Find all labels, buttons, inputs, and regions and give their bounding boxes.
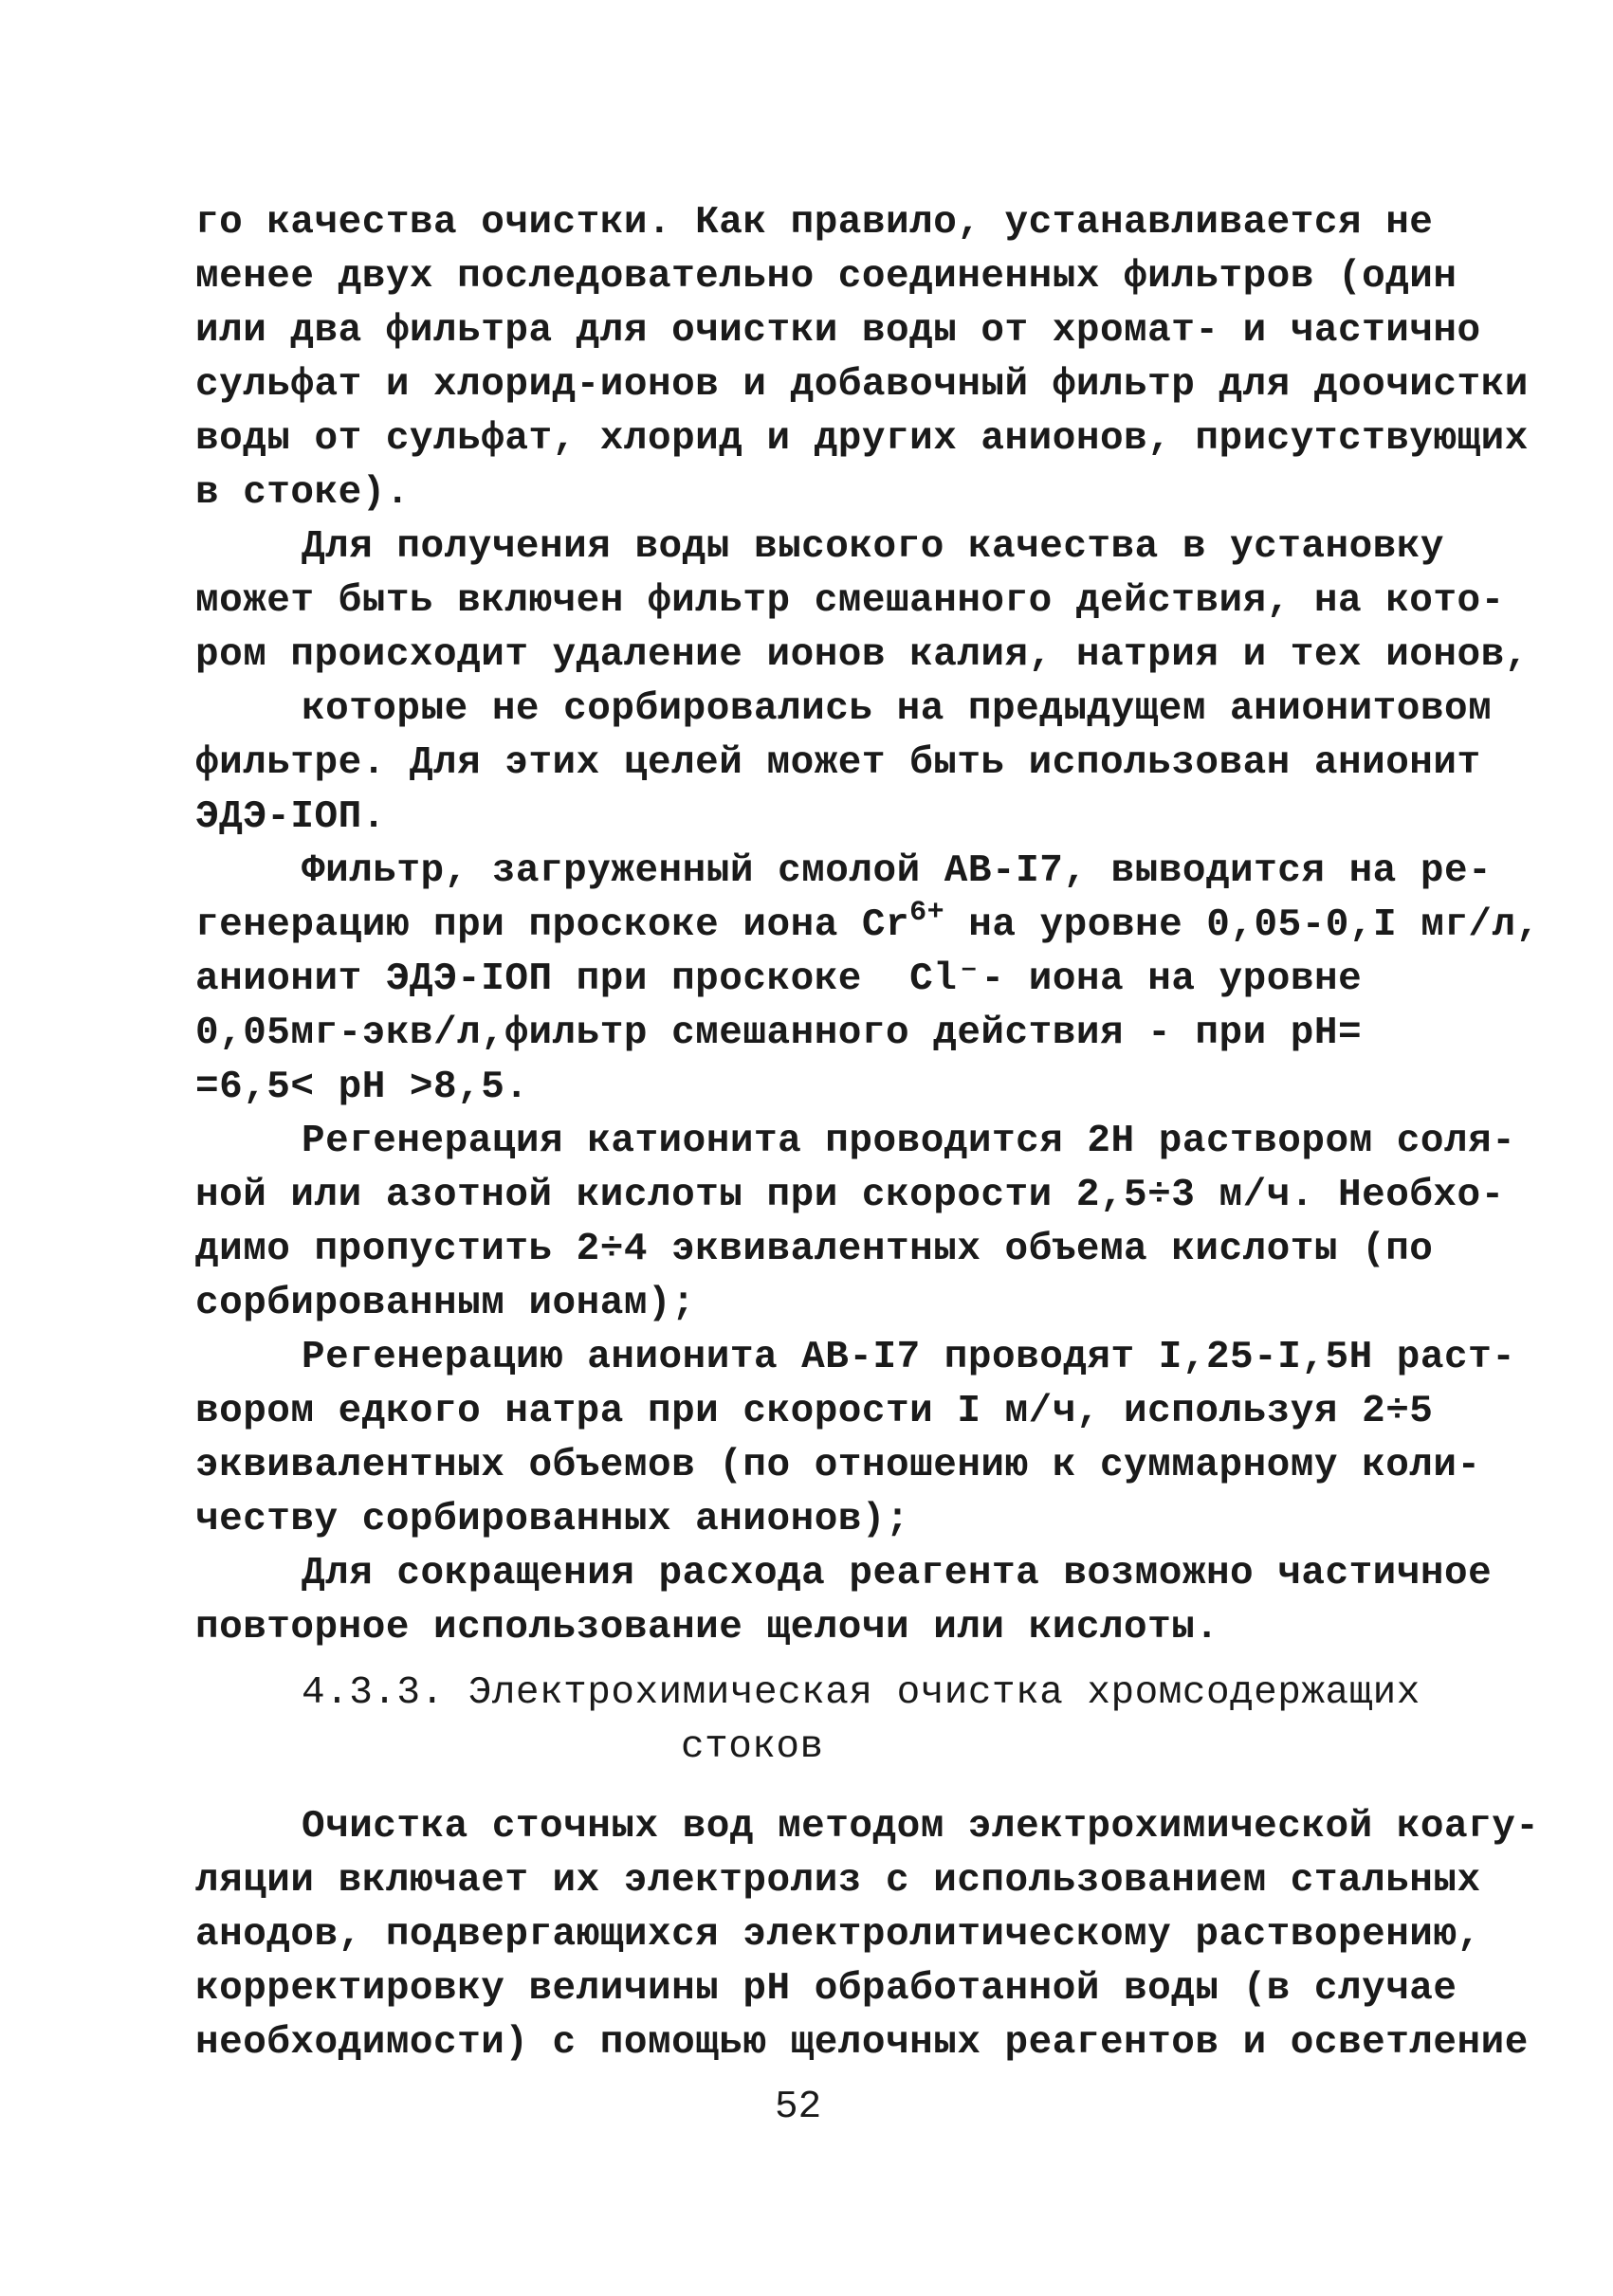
text-line: ной или азотной кислоты при скорости 2,5÷3 м/ч. Необхо- xyxy=(195,1174,1505,1217)
text-line: Фильтр, загруженный смолой АВ-I7, выводится на ре- xyxy=(302,849,1493,893)
text-line: =6,5< pH >8,5. xyxy=(195,1066,529,1109)
text-line: в стоке). xyxy=(195,471,410,515)
text-segment: генерацию при проскоке иона Cr xyxy=(195,903,910,947)
text-line: может быть включен фильтр смешанного действия, на кото- xyxy=(195,579,1505,623)
text-line: Регенерация катионита проводится 2Н раствором соля- xyxy=(302,1120,1516,1163)
text-line: фильтре. Для этих целей может быть использован анионит xyxy=(195,741,1481,785)
page-number: 52 xyxy=(775,2086,822,2129)
text-line: честву сорбированных анионов); xyxy=(195,1498,910,1541)
text-line: воды от сульфат, хлорид и других анионов, присутствующих xyxy=(195,417,1529,461)
text-line: 0,05мг-экв/л,фильтр смешанного действия - при pH= xyxy=(195,1011,1363,1055)
text-line: анодов, подвергающихся электролитическому растворению, xyxy=(195,1913,1481,1957)
text-line: которые не сорбировались на предыдущем анионитовом xyxy=(302,687,1493,731)
text-segment: на уровне 0,05-0,I мг/л, xyxy=(944,903,1540,947)
text-line: го качества очистки. Как правило, устанавливается не xyxy=(195,201,1434,245)
text-line: Очистка сточных вод методом электрохимической коагу- xyxy=(302,1805,1540,1849)
text-line: Для сокращения расхода реагента возможно частичное xyxy=(302,1552,1493,1595)
text-line: или два фильтра для очистки воды от хромат- и частично xyxy=(195,309,1481,353)
text-line: ляции включает их электролиз с использованием стальных xyxy=(195,1859,1481,1903)
text-line: анионит ЭДЭ-IOП при проскоке Cl⁻- иона на уровне xyxy=(195,957,1363,1001)
text-line: вором едкого натра при скорости I м/ч, используя 2÷5 xyxy=(195,1390,1434,1433)
text-line: корректировку величины pH обработанной воды (в случае xyxy=(195,1967,1457,2011)
section-heading-continued: стоков xyxy=(681,1725,824,1769)
text-line: сульфат и хлорид-ионов и добавочный фильтр для доочистки xyxy=(195,363,1529,407)
text-line: сорбированным ионам); xyxy=(195,1282,696,1325)
section-heading: 4.3.3. Электрохимическая очистка хромсодержащих xyxy=(302,1671,1421,1715)
text-line: необходимости) с помощью щелочных реагентов и осветление xyxy=(195,2021,1529,2065)
superscript-charge: 6+ xyxy=(909,897,945,929)
text-line: повторное использование щелочи или кислоты. xyxy=(195,1606,1219,1649)
text-line xyxy=(195,897,1540,947)
text-line: ЭДЭ-IOП. xyxy=(195,795,386,839)
text-line: Регенерацию анионита АВ-I7 проводят I,25-I,5Н раст- xyxy=(302,1336,1516,1379)
text-line: менее двух последовательно соединенных фильтров (один xyxy=(195,255,1457,299)
text-line: Для получения воды высокого качества в установку xyxy=(302,525,1444,569)
text-line: эквивалентных объемов (по отношению к суммарному коли- xyxy=(195,1444,1481,1487)
text-line: димо пропустить 2÷4 эквивалентных объема кислоты (по xyxy=(195,1228,1434,1271)
text-line: ром происходит удаление ионов калия, натрия и тех ионов, xyxy=(195,633,1529,677)
